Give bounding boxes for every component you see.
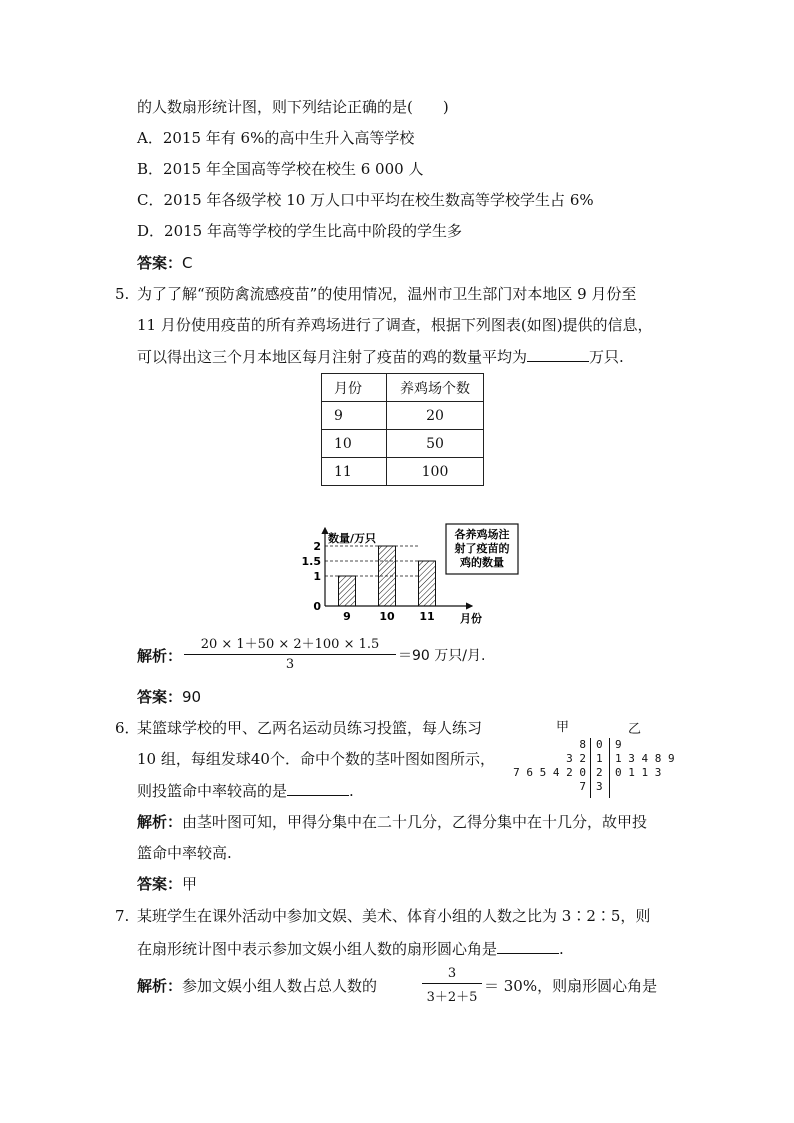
bar bbox=[419, 561, 436, 606]
table-row bbox=[322, 430, 484, 458]
q5-line2: 11 月份使用疫苗的所有养鸡场进行了调查，根据下列图表(如图)提供的信息， bbox=[137, 316, 653, 334]
table-cell: 50 bbox=[387, 430, 484, 458]
q5-table bbox=[321, 373, 484, 486]
q7-fraction-num: 3 bbox=[447, 966, 457, 981]
q5-fraction-num: 20 × 1＋50 × 2＋100 × 1.5 bbox=[200, 637, 380, 652]
x-axis-label: 月份 bbox=[460, 612, 482, 625]
q5-analysis-label-text: 解析： bbox=[137, 647, 183, 665]
q4-intro-close: ) bbox=[442, 98, 449, 116]
q6-analysis-line2: 篮命中率较高. bbox=[137, 844, 232, 862]
q5-line3-text: 可以得出这三个月本地区每月注射了疫苗的鸡的数量平均为 bbox=[137, 348, 528, 366]
legend-line-2: 射了疫苗的 bbox=[454, 542, 510, 555]
leaf-right: 9 bbox=[615, 738, 622, 751]
q6-answer-label: 答案： bbox=[137, 875, 183, 893]
fraction-bar bbox=[422, 983, 482, 984]
q4-intro-text: 的人数扇形统计图，则下列结论正确的是( bbox=[137, 98, 413, 116]
q5-fraction bbox=[184, 633, 396, 672]
stem-leaf-plot bbox=[513, 720, 700, 802]
table-cell: 9 bbox=[322, 402, 387, 430]
q5-result: ＝90 万只/月. bbox=[398, 648, 486, 664]
y-tick-label: 0 bbox=[313, 600, 321, 613]
q6-answer-value: 甲 bbox=[182, 875, 198, 893]
stem: 2 bbox=[596, 766, 603, 779]
table-row bbox=[322, 402, 484, 430]
q6-analysis-line1 bbox=[137, 812, 647, 832]
q6-line3-end: . bbox=[349, 782, 354, 800]
q6-number: 6． bbox=[115, 719, 140, 737]
x-tick-label: 11 bbox=[419, 610, 435, 623]
stem: 0 bbox=[596, 738, 603, 751]
q7-analysis bbox=[137, 976, 377, 996]
legend-line-3: 鸡的数量 bbox=[460, 556, 504, 569]
q5-analysis-label bbox=[137, 646, 182, 666]
q5-answer-label: 答案： bbox=[137, 688, 183, 706]
q5-answer-value: 90 bbox=[182, 688, 202, 706]
table-cell: 100 bbox=[387, 458, 484, 486]
q7-analysis-post: ＝ 30%，则扇形圆心角是 bbox=[484, 977, 658, 995]
leaf-left: 3 2 bbox=[566, 752, 586, 765]
q7-number: 7. bbox=[115, 907, 130, 925]
stem-divider-right bbox=[609, 738, 610, 798]
y-tick-label: 2 bbox=[313, 540, 321, 553]
stem: 3 bbox=[596, 780, 603, 793]
q6-line2: 10 组，每组发球40个．命中个数的茎叶图如图所示， bbox=[137, 750, 495, 768]
q7-line2-end: . bbox=[559, 940, 564, 958]
q4-intro bbox=[137, 97, 449, 117]
fraction-bar bbox=[184, 654, 396, 655]
q6-answer bbox=[137, 874, 197, 894]
q6-line3-text: 则投篮命中率较高的是 bbox=[137, 782, 288, 800]
q5-number: 5. bbox=[115, 285, 130, 303]
bar-chart bbox=[300, 520, 540, 630]
q7-line1: 某班学生在课外活动中参加文娱、美术、体育小组的人数之比为 3∶2∶5，则 bbox=[137, 907, 651, 925]
q7-answer-blank bbox=[497, 938, 559, 954]
q4-answer bbox=[137, 253, 193, 273]
q6-analysis-label: 解析： bbox=[137, 813, 183, 831]
leaf-right: 0 1 1 3 bbox=[615, 766, 662, 779]
q6-line1: 某篮球学校的甲、乙两名运动员练习投篮，每人练习 bbox=[137, 719, 483, 737]
q7-analysis-pre: 参加文娱小组人数占总人数的 bbox=[182, 977, 378, 995]
y-tick-label: 1.5 bbox=[301, 555, 321, 568]
leaf-left: 7 6 5 4 2 0 bbox=[513, 766, 586, 779]
table-header-cell: 月份 bbox=[322, 374, 387, 402]
bar bbox=[339, 576, 356, 606]
stem-leaf-right-title: 乙 bbox=[628, 722, 642, 737]
leaf-left: 7 bbox=[579, 780, 586, 793]
table-cell: 10 bbox=[322, 430, 387, 458]
table-row bbox=[322, 458, 484, 486]
legend-box bbox=[446, 524, 518, 574]
q7-line2 bbox=[137, 938, 564, 959]
q6-analysis-text: 由茎叶图可知，甲得分集中在二十几分，乙得分集中在十几分，故甲投 bbox=[182, 813, 648, 831]
q7-fraction bbox=[422, 966, 482, 1005]
bar bbox=[379, 546, 396, 606]
table-header-row bbox=[322, 374, 484, 402]
q5-line3 bbox=[137, 346, 624, 367]
q5-fraction-den: 3 bbox=[285, 657, 295, 672]
q6-line3 bbox=[137, 780, 354, 801]
q5-answer bbox=[137, 687, 201, 707]
q7-fraction-den: 3＋2＋5 bbox=[426, 990, 478, 1005]
q7-line2-text: 在扇形统计图中表示参加文娱小组人数的扇形圆心角是 bbox=[137, 940, 498, 958]
q7-analysis-label: 解析： bbox=[137, 977, 183, 995]
x-tick-label: 10 bbox=[379, 610, 395, 623]
q4-option-a: A．2015 年有 6%的高中生升入高等学校 bbox=[137, 129, 415, 147]
q4-option-c: C．2015 年各级学校 10 万人口中平均在校生数高等学校学生占 6% bbox=[137, 191, 594, 209]
stem: 1 bbox=[596, 752, 603, 765]
y-tick-label: 1 bbox=[313, 570, 321, 583]
leaf-left: 8 bbox=[579, 738, 586, 751]
y-axis-label: 数量/万只 bbox=[328, 532, 377, 545]
q4-answer-value: C bbox=[182, 254, 193, 272]
stem-divider-left bbox=[590, 738, 591, 798]
table-cell: 11 bbox=[322, 458, 387, 486]
x-tick-label: 9 bbox=[343, 610, 351, 623]
q4-answer-label: 答案： bbox=[137, 254, 183, 272]
table-header-cell: 养鸡场个数 bbox=[387, 374, 484, 402]
q5-answer-blank bbox=[527, 346, 589, 362]
q5-line1: 为了了解“预防禽流感疫苗”的使用情况，温州市卫生部门对本地区 9 月份至 bbox=[137, 285, 637, 303]
q5-line3-end: 万只. bbox=[589, 348, 624, 366]
leaf-right: 1 3 4 8 9 bbox=[615, 752, 675, 765]
q4-option-d: D．2015 年高等学校的学生比高中阶段的学生多 bbox=[137, 222, 462, 240]
table-cell: 20 bbox=[387, 402, 484, 430]
legend-line-1: 各养鸡场注 bbox=[454, 528, 510, 541]
q4-option-b: B．2015 年全国高等学校在校生 6 000 人 bbox=[137, 160, 424, 178]
q6-answer-blank bbox=[287, 780, 349, 796]
stem-leaf-left-title: 甲 bbox=[556, 720, 570, 735]
